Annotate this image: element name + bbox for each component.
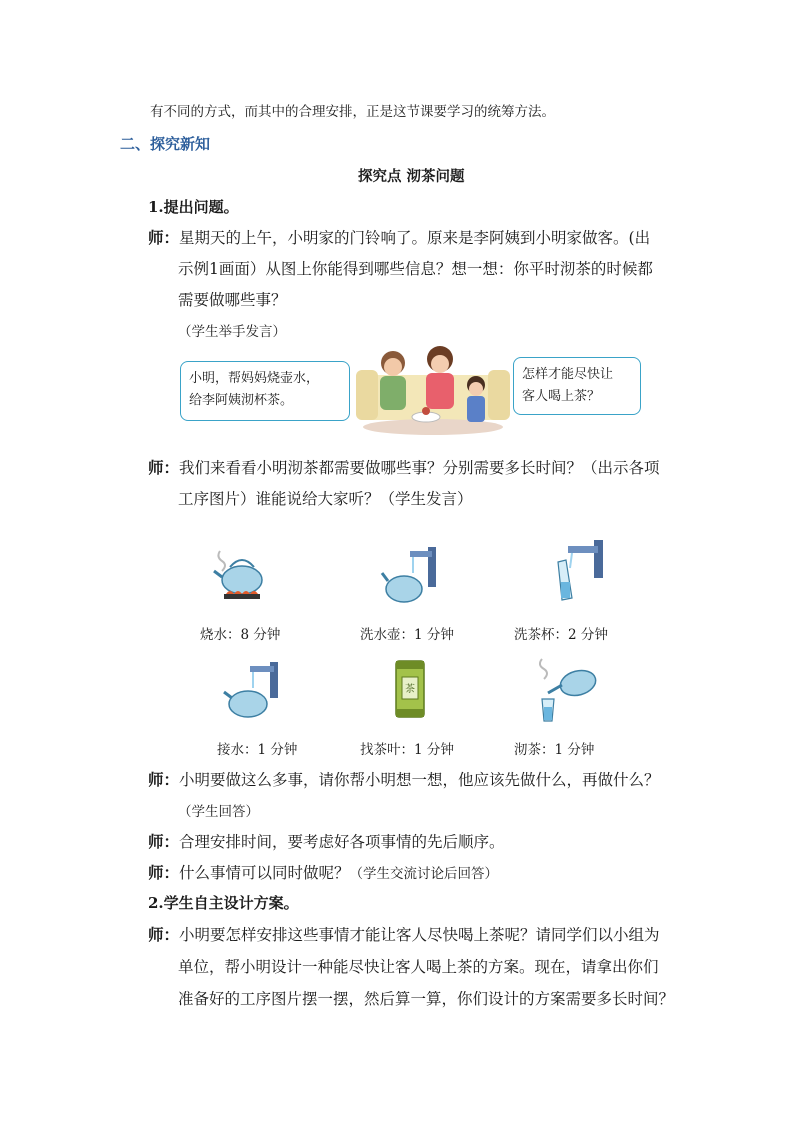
step1-heading: 1.提出问题。 <box>148 198 239 216</box>
wash-kettle-icon <box>380 545 442 607</box>
p1-line1: 师：星期天的上午，小明家的门铃响了。原来是李阿姨到小明家做客。(出 <box>148 228 651 247</box>
p2-line1: 师：我们来看看小明沏茶都需要做哪些事？分别需要多长时间？（出示各项 <box>148 458 660 477</box>
svg-text:茶: 茶 <box>405 684 415 695</box>
speaker-label: 师： <box>148 228 180 247</box>
p5-line1: 师：什么事情可以同时做呢？（学生交流讨论后回答） <box>148 863 499 882</box>
family-scene-image <box>348 345 516 437</box>
p2-line2: 工序图片）谁能说给大家听？（学生发言） <box>178 490 473 508</box>
task-label-fill-water: 接水：1 分钟 <box>217 742 298 758</box>
p1-line2: 示例1画面）从图上你能得到哪些信息？想一想：你平时沏茶的时候都 <box>178 260 653 278</box>
p1-line3: 需要做哪些事？ <box>178 291 287 309</box>
fill-kettle-icon <box>222 660 284 722</box>
wash-cup-icon <box>540 538 610 608</box>
task-label-boil-water: 烧水：8 分钟 <box>200 627 281 643</box>
tea-can-icon <box>394 657 426 719</box>
task-label-make-tea: 沏茶：1 分钟 <box>514 742 595 758</box>
intro-line: 有不同的方式，而其中的合理安排，正是这节课要学习的统筹方法。 <box>150 104 555 120</box>
p1-note: （学生举手发言） <box>178 324 286 340</box>
p6-line1: 师：小明要怎样安排这些事情才能让客人尽快喝上茶呢？请同学们以小组为 <box>148 925 660 944</box>
speech-bubble-right: 怎样才能尽快让 客人喝上茶？ <box>513 357 641 415</box>
task-label-wash-cup: 洗茶杯：2 分钟 <box>514 627 608 643</box>
p6-line2: 单位，帮小明设计一种能尽快让客人喝上茶的方案。现在，请拿出你们 <box>178 958 659 976</box>
task-label-find-tea: 找茶叶：1 分钟 <box>360 742 454 758</box>
kettle-on-stove-icon <box>212 545 272 607</box>
p4-line1: 师：合理安排时间，要考虑好各项事情的先后顺序。 <box>148 832 505 851</box>
task-label-wash-kettle: 洗水壶：1 分钟 <box>360 627 454 643</box>
section-title: 二、探究新知 <box>120 135 211 153</box>
scene-illustration <box>178 345 648 437</box>
p3-line1: 师：小明要做这么多事，请你帮小明想一想，他应该先做什么，再做什么？ <box>148 770 660 789</box>
p3-note: （学生回答） <box>178 804 259 820</box>
topic-title: 探究点 沏茶问题 <box>358 168 465 185</box>
step2-heading: 2.学生自主设计方案。 <box>148 894 299 912</box>
speech-bubble-left: 小明，帮妈妈烧壶水， 给李阿姨沏杯茶。 <box>180 361 350 421</box>
pour-tea-icon <box>534 655 600 723</box>
p6-line3: 准备好的工序图片摆一摆，然后算一算，你们设计的方案需要多长时间？ <box>178 990 675 1008</box>
